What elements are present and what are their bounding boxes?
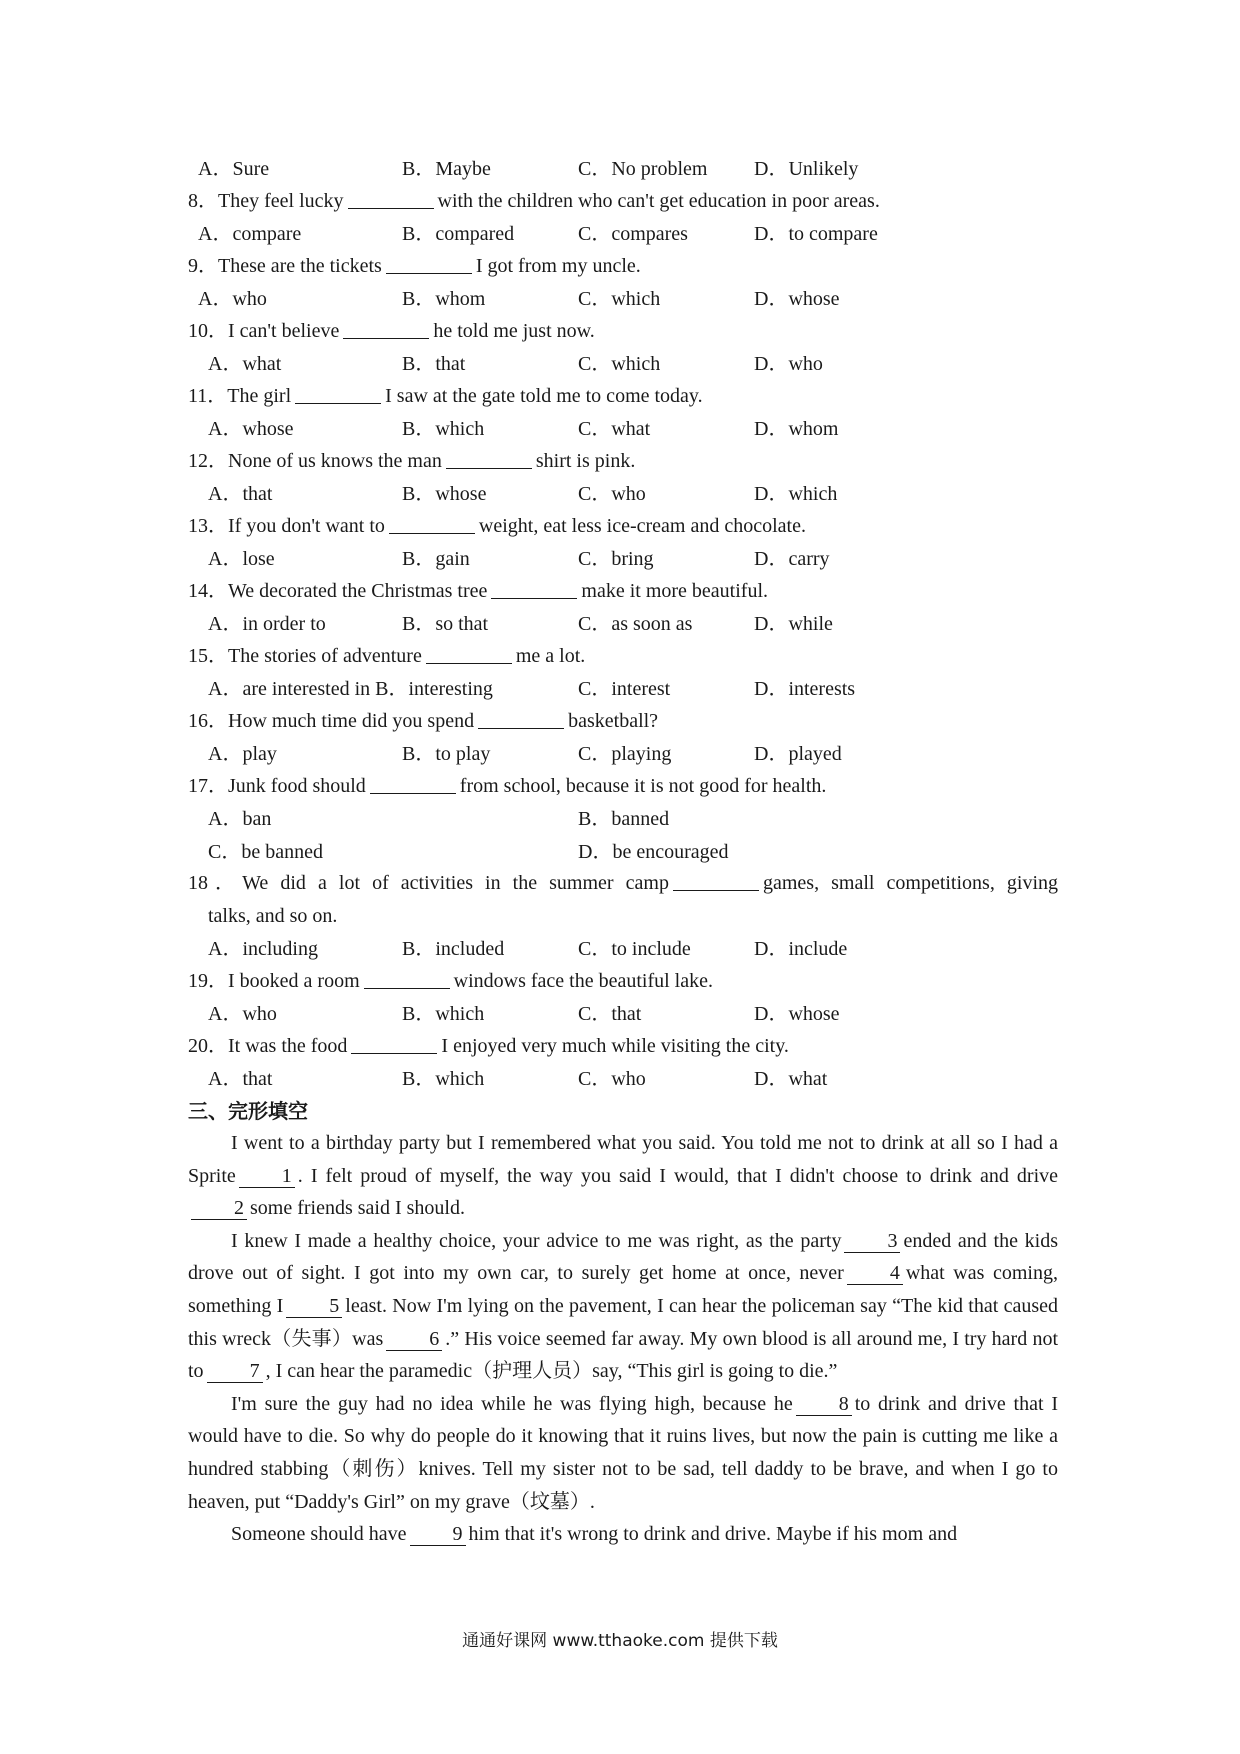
question-14 [188,575,1058,608]
question-text: We did a lot of activities in the summer camp [242,872,669,894]
question-number: 12． [188,449,228,472]
option-d: D．include [754,938,848,960]
q17-options-row1 [188,802,1058,835]
question-text: with the children who can't get education in poor areas. [437,189,880,212]
answer-blank [386,253,472,274]
option-b: B．which [402,1068,485,1090]
option-b: B．so that [402,613,489,635]
q7-options [188,152,1058,185]
answer-blank [343,318,429,339]
question-number: 11． [188,384,228,407]
cloze-blank-6: 6 [386,1328,442,1351]
q19-options [188,997,1058,1030]
option-a-b: A．are interested in B．interesting [208,678,493,700]
question-text: It was the food [228,1034,348,1057]
q16-options [188,737,1058,770]
cloze-blank-4: 4 [847,1262,903,1285]
passage-text: .” His voice seemed far away. My own blood is all around me, I try hard not to [188,1327,1058,1383]
option-c: C．compares [578,223,688,245]
question-number: 18． [188,872,243,894]
question-16 [188,705,1058,738]
question-text: make it more beautiful. [581,579,769,602]
question-number: 16． [188,709,228,732]
question-text: me a lot. [515,644,586,667]
question-text: They feel lucky [218,189,344,212]
question-number: 17． [188,774,228,797]
question-text: I booked a room [228,969,360,992]
passage-text: I'm sure the guy had no idea while he was flying high, because he [231,1392,793,1415]
question-9 [188,250,1058,283]
question-18-continued [188,900,1058,933]
answer-blank [426,643,512,664]
answer-blank [491,578,577,599]
option-c: C．who [578,1068,646,1090]
cloze-blank-5: 5 [286,1295,342,1318]
passage-text: what was coming, something I [188,1262,1058,1317]
question-text: How much time did you spend [228,709,475,732]
question-19 [188,965,1058,998]
question-15 [188,640,1058,673]
passage-text: him that it's wrong to drink and drive. Maybe if his mom and [468,1523,958,1546]
section-heading: 三、完形填空 [188,1098,308,1123]
option-a: A．ban [208,808,272,830]
question-11 [188,380,1058,413]
option-d: D．played [754,743,842,765]
option-b: B．which [402,418,485,440]
option-d: D．whose [754,288,840,310]
option-b: B．to play [402,743,491,765]
answer-blank [351,1033,437,1054]
q15-options [188,672,1058,705]
q9-options [188,282,1058,315]
question-12 [188,445,1058,478]
option-b: B．whom [402,288,486,310]
option-a: A．who [208,1003,277,1025]
question-number: 9． [188,254,218,277]
option-d: D．carry [754,548,830,570]
answer-blank [673,870,759,891]
question-text: weight, eat less ice-cream and chocolate. [478,514,806,537]
question-10 [188,315,1058,348]
option-c: C．which [578,288,661,310]
question-text: I got from my uncle. [475,254,641,277]
option-b: B．banned [578,808,670,830]
answer-blank [478,708,564,729]
answer-blank [370,773,456,794]
option-a: A．who [198,288,267,310]
option-a: A．compare [198,223,302,245]
question-number: 14． [188,579,228,602]
option-b: B．included [402,938,505,960]
question-number: 13． [188,514,228,537]
option-a: A．that [208,483,273,505]
question-text: These are the tickets [218,254,382,277]
question-text: he told me just now. [433,319,595,342]
answer-blank [389,513,475,534]
option-d: D．to compare [754,223,878,245]
q13-options [188,542,1058,575]
option-c: C．what [578,418,651,440]
passage-paragraph-4 [188,1518,1058,1551]
option-a: A．including [208,938,318,960]
option-d: D．whom [754,418,839,440]
option-c: C．playing [578,743,672,765]
question-18 [188,867,1058,900]
q8-options [188,217,1058,250]
passage-text: I went to a birthday party but I remembered what you said. You told me not to drink at all so I had a Sprite [188,1132,1058,1187]
cloze-blank-2: 2 [191,1197,247,1220]
question-number: 15． [188,644,228,667]
question-text: I can't believe [228,319,340,342]
cloze-blank-9: 9 [410,1523,466,1546]
question-text: windows face the beautiful lake. [453,969,713,992]
option-d: D．while [754,613,833,635]
option-d: D．whose [754,1003,840,1025]
option-a: A．that [208,1068,273,1090]
option-b: B．which [402,1003,485,1025]
question-number: 19． [188,969,228,992]
question-text: The stories of adventure [228,644,422,667]
question-text: shirt is pink. [535,449,636,472]
option-c: C．interest [578,678,671,700]
cloze-passage [188,1127,1058,1551]
option-c: C．to include [578,938,691,960]
q12-options [188,477,1058,510]
q17-options-row2 [188,835,1058,868]
option-d: D．Unlikely [754,158,859,180]
q20-options [188,1062,1058,1095]
option-d: D．what [754,1068,828,1090]
q11-options [188,412,1058,445]
cloze-blank-3: 3 [844,1230,900,1253]
question-number: 20． [188,1034,228,1057]
question-text: from school, because it is not good for health. [459,774,827,797]
question-20 [188,1030,1058,1063]
answer-blank [348,188,434,209]
question-13 [188,510,1058,543]
question-text: I saw at the gate told me to come today. [385,384,703,407]
option-b: B．whose [402,483,487,505]
option-c: C．as soon as [578,613,693,635]
option-c: C．be banned [208,840,323,863]
passage-text: I knew I made a healthy choice, your advice to me was right, as the party [231,1229,842,1252]
passage-text: Someone should have [231,1523,407,1546]
question-text: games, small competitions, giving [762,872,1059,894]
cloze-blank-7: 7 [207,1360,263,1383]
option-a: A．in order to [208,613,326,635]
cloze-blank-1: 1 [239,1165,295,1188]
question-text: I enjoyed very much while visiting the city. [441,1034,789,1057]
option-c: C．which [578,353,661,375]
option-a: A．lose [208,548,275,570]
option-b: B．compared [402,223,515,245]
passage-paragraph-1 [188,1127,1058,1225]
option-a: A．Sure [198,158,270,180]
question-text: The girl [227,384,292,407]
passage-text: , I can hear the paramedic（护理人员）say, “This girl is going to die.” [265,1360,838,1383]
question-text: None of us knows the man [228,449,442,472]
question-text: talks, and so on. [208,904,338,927]
passage-text: least. Now I'm lying on the pavement, I can hear the policeman say “The kid that caused this wreck（失事）was [188,1294,1058,1350]
answer-blank [295,383,381,404]
page-footer: 通通好课网 www.tthaoke.com 提供下载 [462,1631,778,1651]
question-text: Junk food should [228,774,366,797]
page-content [188,152,1058,1551]
option-a: A．play [208,743,277,765]
option-c: C．who [578,483,646,505]
passage-text: . I felt proud of myself, the way you said I would, that I didn't choose to drink and drive [297,1164,1058,1187]
question-text: If you don't want to [228,514,385,537]
option-b: B．that [402,353,466,375]
passage-text: to drink and drive that I would have to die. So why do people do it knowing that it ruins lives, but now the pain is cutting me like a hundred stabbing（刺伤）knives. Tell my sister not to be sad, tell daddy to be brave, and when I go to heaven, put “Daddy's Girl” on my grave（坟墓）. [188,1392,1058,1513]
passage-text: ended and the kids drove out of sight. I got into my own car, to surely get home at once, never [188,1229,1058,1285]
q18-options [188,932,1058,965]
answer-blank [446,448,532,469]
option-b: B．Maybe [402,158,491,180]
q14-options [188,607,1058,640]
question-number: 8． [188,189,218,212]
option-d: D．which [754,483,838,505]
question-17 [188,770,1058,803]
option-c: C．that [578,1003,642,1025]
question-8 [188,185,1058,218]
option-c: C．bring [578,548,654,570]
question-text: basketball? [568,709,659,732]
option-d: D．who [754,353,823,375]
passage-paragraph-3 [188,1388,1058,1518]
option-a: A．whose [208,418,294,440]
option-a: A．what [208,353,282,375]
q10-options [188,347,1058,380]
option-d: D．be encouraged [578,840,729,863]
option-c: C．No problem [578,158,708,180]
question-number: 10． [188,319,228,342]
passage-paragraph-2 [188,1225,1058,1388]
question-text: We decorated the Christmas tree [228,579,488,602]
option-d: D．interests [754,678,856,700]
passage-text: some friends said I should. [250,1197,465,1220]
answer-blank [364,968,450,989]
cloze-blank-8: 8 [796,1393,852,1416]
option-b: B．gain [402,548,470,570]
